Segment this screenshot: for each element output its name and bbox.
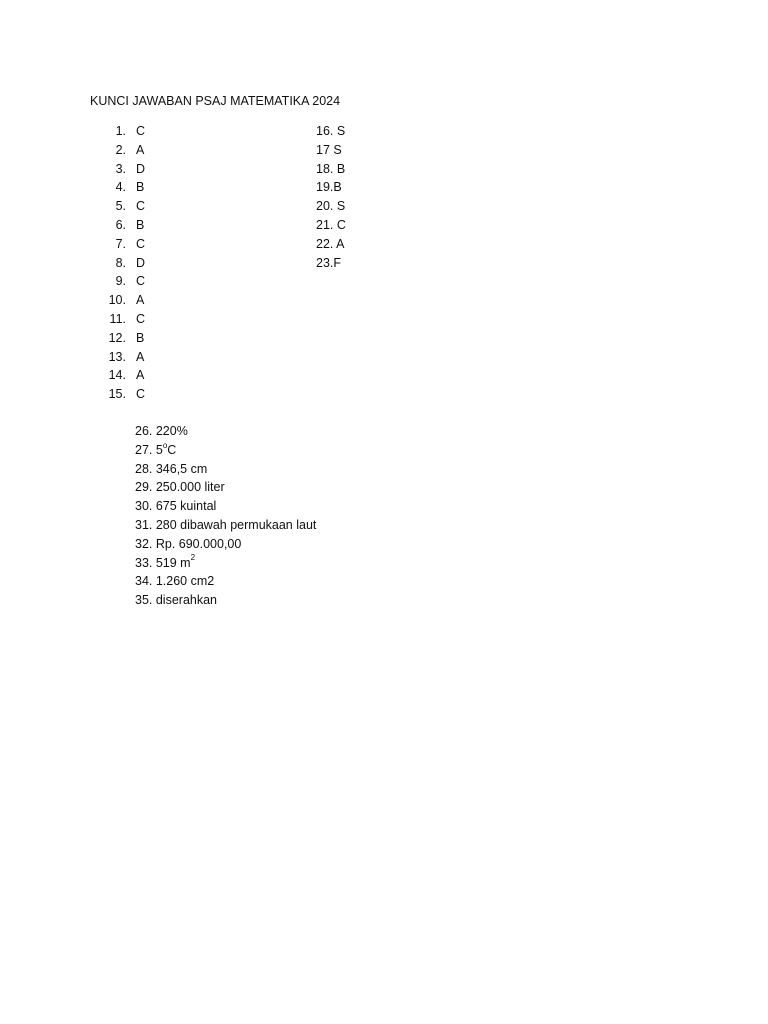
list-item (135, 422, 316, 441)
item-number: 11. (109, 311, 126, 326)
list-item: 21. C (316, 217, 346, 232)
list-item (100, 329, 145, 348)
list-item (135, 460, 316, 479)
item-text: 30. 675 kuintal (135, 499, 217, 514)
item-number: 10. (108, 293, 126, 308)
list-item (135, 535, 316, 554)
item-text: 32. Rp. 690.000,00 (135, 536, 242, 551)
squared-superscript: 2 (190, 553, 196, 563)
item-text: 29. 250.000 liter (135, 480, 225, 495)
item-answer: B (136, 330, 145, 345)
list-item (135, 516, 316, 535)
list-item: 20. S (316, 199, 346, 214)
list-item (100, 310, 145, 329)
item-answer: C (136, 199, 146, 214)
list-item (100, 366, 145, 385)
item-answer: D (136, 161, 146, 176)
item-number: 2. (115, 142, 126, 157)
item-answer: D (136, 255, 146, 270)
list-item (135, 554, 316, 573)
item-number: 15. (108, 387, 126, 402)
list-item (100, 385, 145, 404)
document-title: KUNCI JAWABAN PSAJ MATEMATIKA 2024 (90, 94, 341, 108)
item-number: 6. (115, 217, 126, 232)
item-answer: C (136, 311, 146, 326)
answer-list-multiple-choice-1-15 (100, 122, 145, 404)
list-item: 18. B (316, 161, 346, 176)
item-answer: B (136, 180, 145, 195)
list-item: 23.F (316, 255, 342, 270)
item-answer: A (136, 142, 145, 157)
list-item (135, 572, 316, 591)
item-number: 3. (115, 161, 126, 176)
item-number: 7. (115, 236, 126, 251)
answer-list-16-23 (316, 122, 346, 272)
list-item (100, 235, 145, 254)
list-item: 22. A (316, 236, 345, 251)
list-item: 16. S (316, 124, 346, 138)
item-answer: C (136, 236, 146, 251)
item-number: 8. (115, 255, 126, 270)
item-number: 4. (115, 180, 126, 195)
item-text: 28. 346,5 cm (135, 461, 208, 476)
item-answer: A (136, 368, 145, 383)
item-number: 9. (115, 274, 126, 289)
item-text: 31. 280 dibawah permukaan laut (135, 517, 317, 532)
list-item (135, 441, 316, 460)
list-item (135, 497, 316, 516)
item-unit: C (167, 442, 177, 457)
item-answer: C (136, 274, 146, 289)
list-item (100, 122, 145, 141)
item-number: 13. (108, 349, 126, 364)
item-number: 12. (108, 330, 126, 345)
item-answer: A (136, 349, 145, 364)
item-answer: B (136, 217, 145, 232)
list-item: 19.B (316, 180, 342, 195)
degree-superscript: o (162, 440, 168, 450)
list-item (100, 197, 145, 216)
list-item (100, 348, 145, 367)
item-number: 5. (115, 199, 126, 214)
list-item (100, 141, 145, 160)
item-number: 1. (115, 124, 126, 138)
list-item: 17 S (316, 142, 342, 157)
item-text: 26. 220% (135, 424, 188, 438)
list-item (100, 178, 145, 197)
list-item (100, 291, 145, 310)
list-item (135, 478, 316, 497)
item-text: 27. 5 (135, 442, 163, 457)
item-answer: A (136, 293, 145, 308)
item-number: 14. (108, 368, 126, 383)
list-item (100, 272, 145, 291)
item-text: 35. diserahkan (135, 593, 218, 608)
list-item (100, 254, 145, 273)
list-item (135, 591, 316, 610)
answer-list-essay-26-35 (135, 422, 316, 610)
item-text: 34. 1.260 cm2 (135, 574, 215, 589)
item-text: 33. 519 m (135, 555, 191, 570)
item-answer: C (136, 124, 146, 138)
list-item (100, 216, 145, 235)
item-answer: C (136, 387, 146, 402)
list-item (100, 160, 145, 179)
